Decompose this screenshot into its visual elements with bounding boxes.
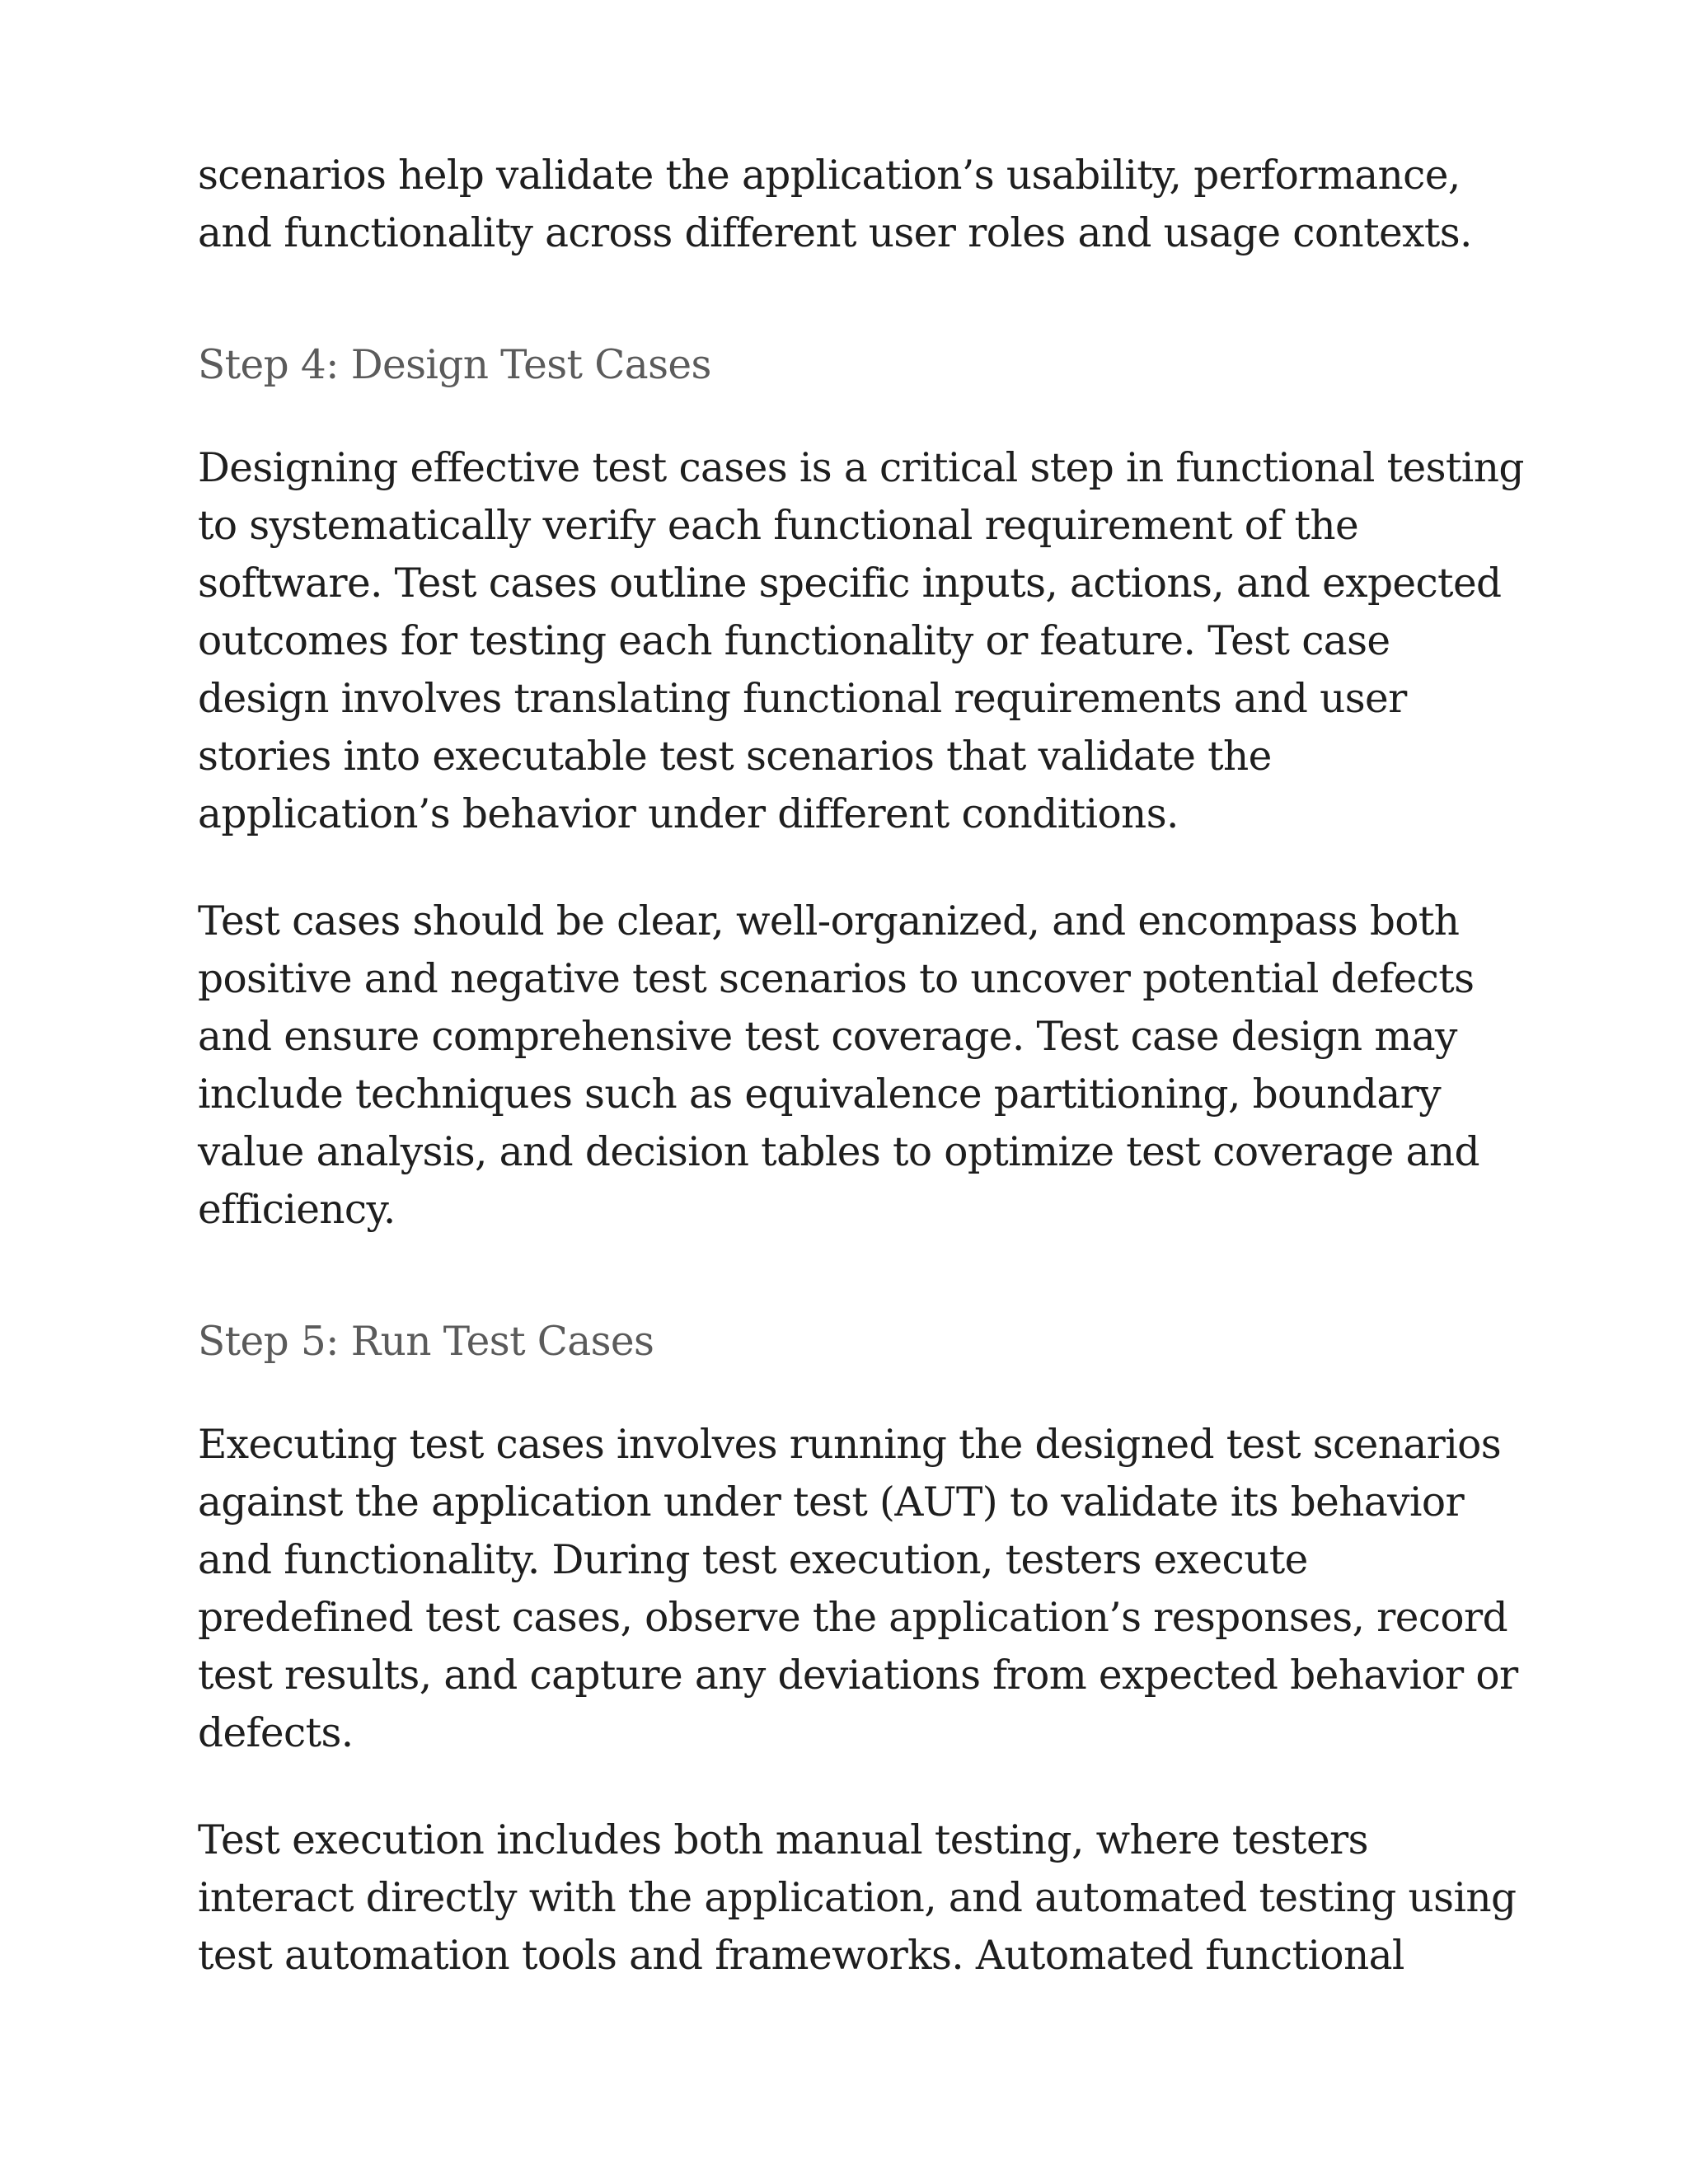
paragraph: Executing test cases involves running the designed test scenarios against the application under test (AUT) to validate its behavior and functionality. During test execution, testers execute predefined test cases, observe the application’s responses, record test results, and capture any deviations from expected behavior or defects. [198, 1422, 1518, 1756]
intro-paragraph: scenarios help validate the application’s usability, performance, and functionality across different user roles and usage contexts. [198, 152, 1472, 256]
document-body [198, 147, 1533, 1985]
paragraph: Test execution includes both manual testing, where testers interact directly with the application, and automated testing using test automation tools and frameworks. Automated functional [198, 1817, 1517, 1979]
section-heading-step-5: Step 5: Run Test Cases [198, 1319, 654, 1365]
section-heading-step-4: Step 4: Design Test Cases [198, 342, 711, 388]
paragraph: Designing effective test cases is a critical step in functional testing to systematically verify each functional requirement of the software. Test cases outline specific inputs, actions, and expected outcomes for testing each functionality or feature. Test case design involves translating functional requirements and user stories into executable test scenarios that validate the application’s behavior under different conditions. [198, 445, 1524, 837]
paragraph: Test cases should be clear, well-organized, and encompass both positive and negative test scenarios to uncover potential defects and ensure comprehensive test coverage. Test case design may include techniques such as equivalence partitioning, boundary value analysis, and decision tables to optimize test coverage and efficiency. [198, 898, 1479, 1233]
